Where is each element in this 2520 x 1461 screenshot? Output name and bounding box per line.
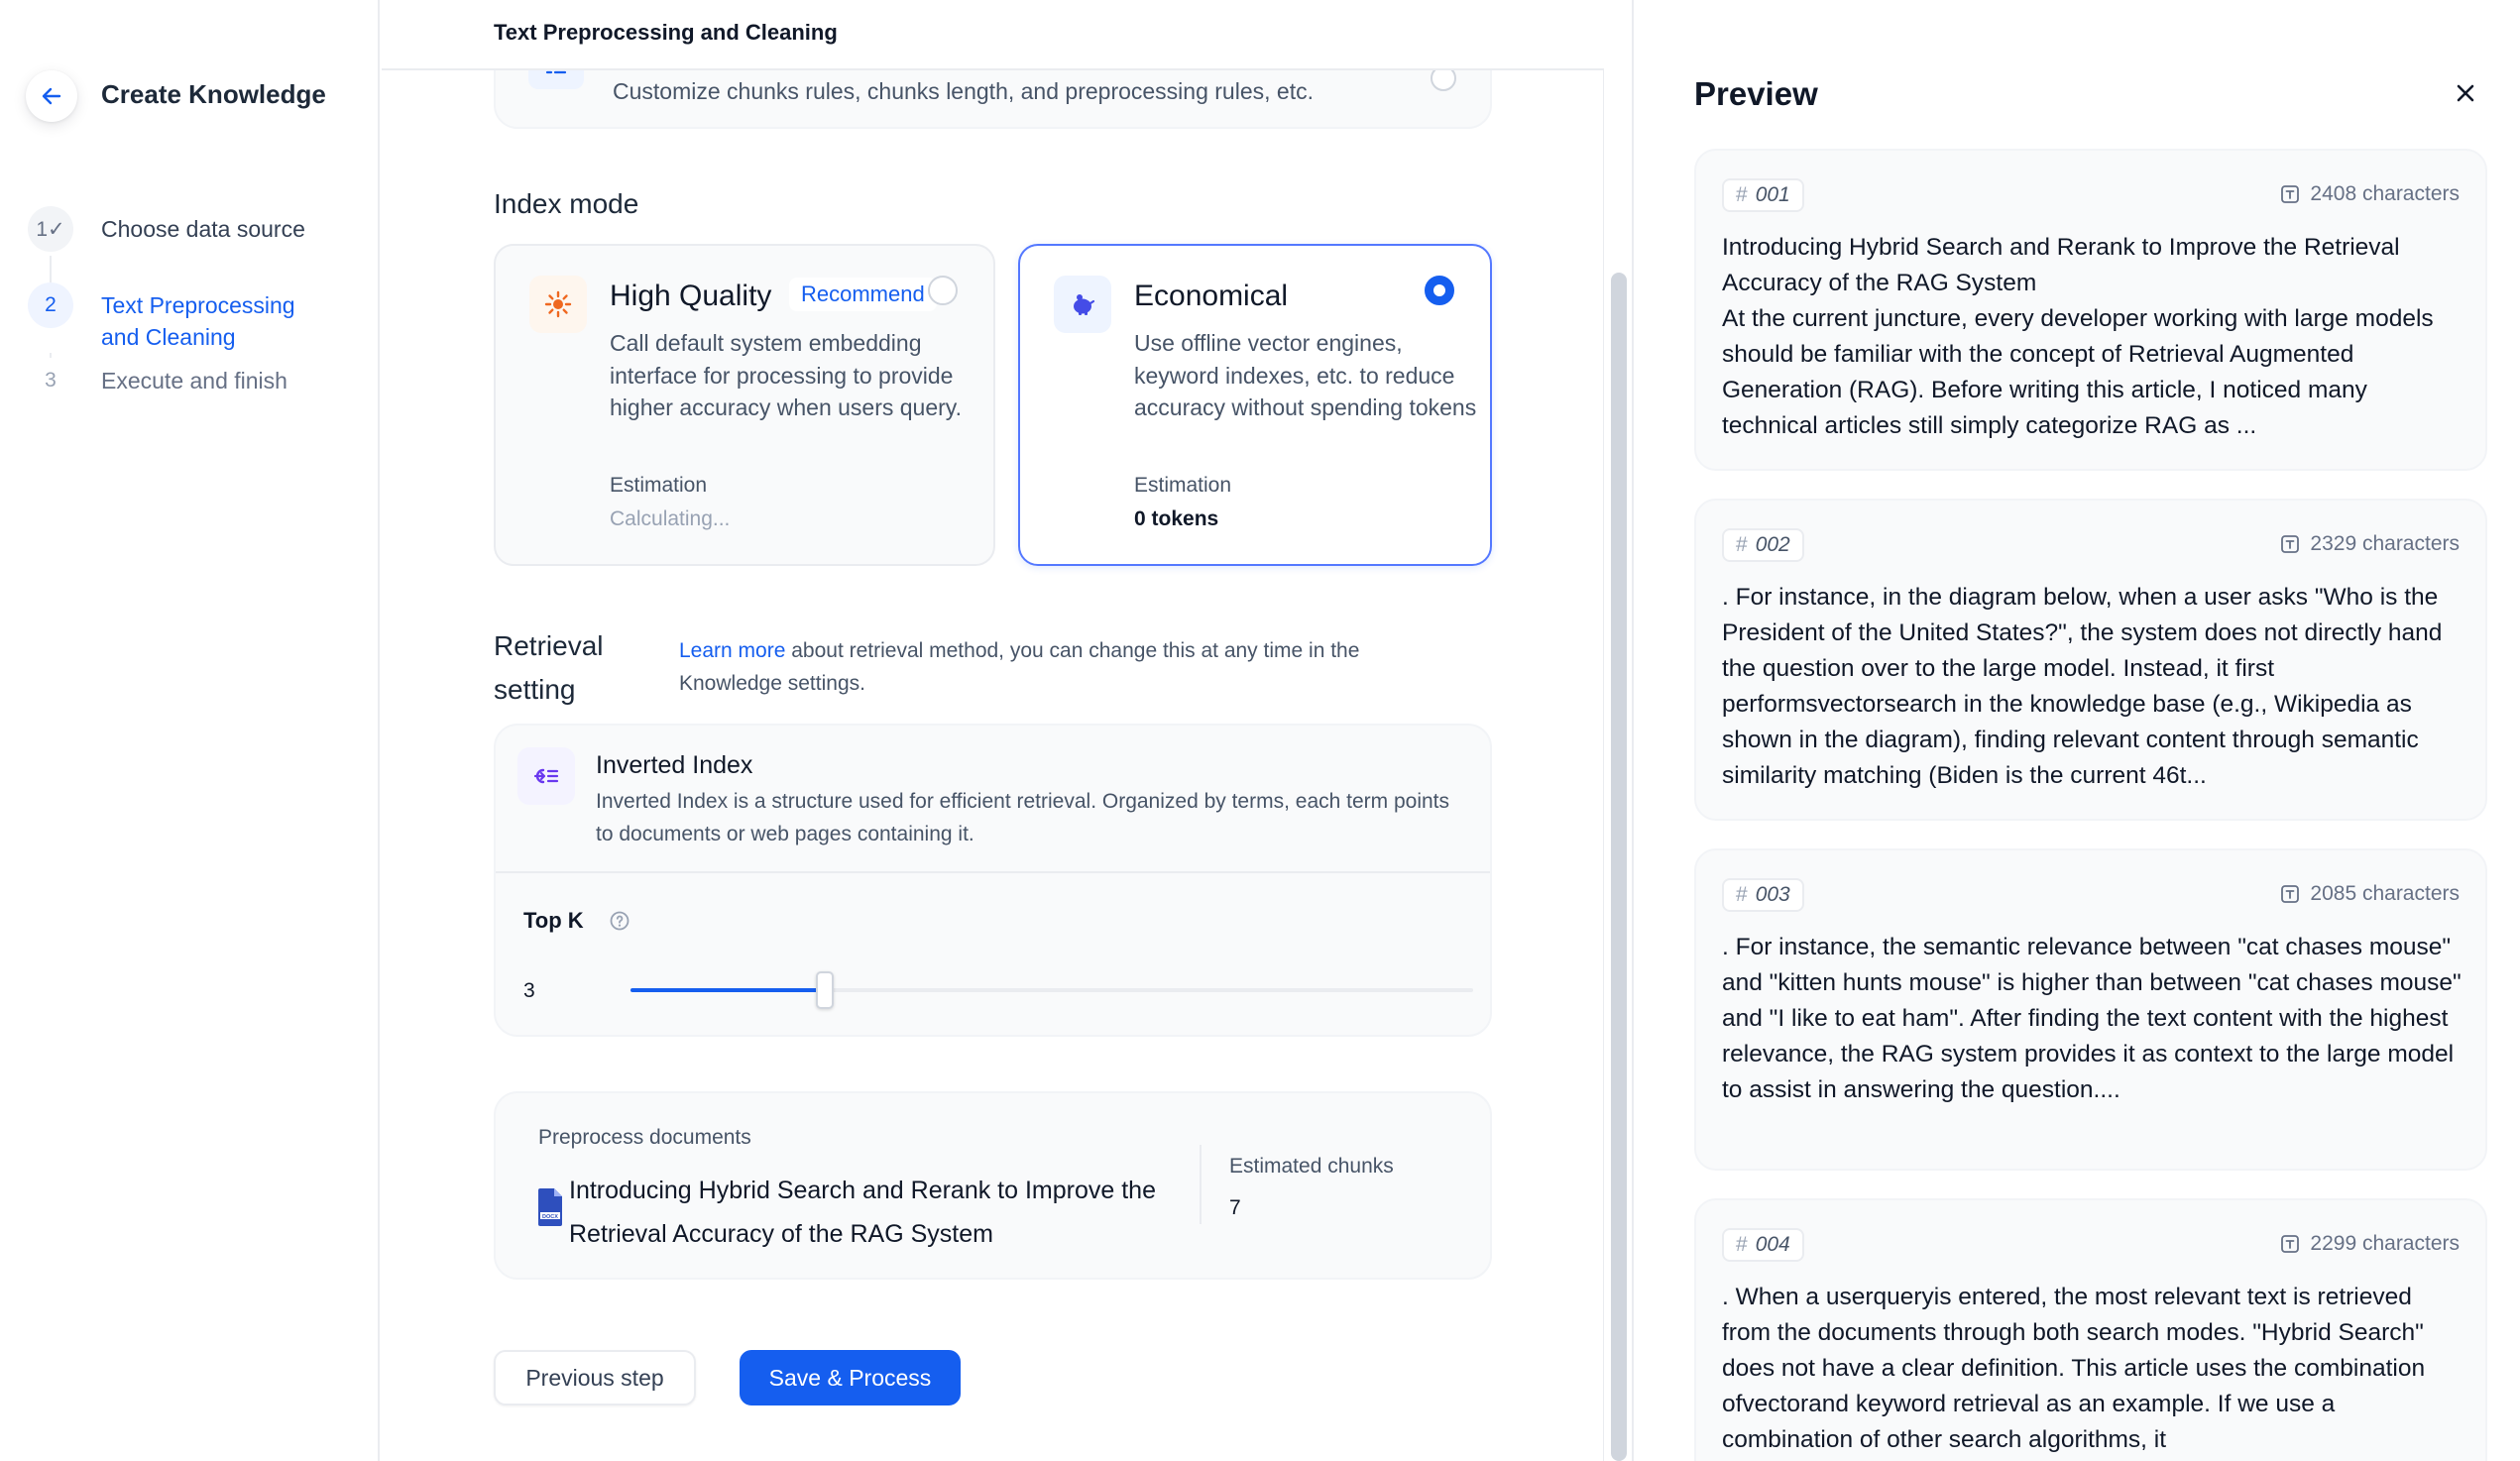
estimated-chunks-value: 7 (1229, 1196, 1241, 1219)
save-and-process-button[interactable]: Save & Process (740, 1350, 961, 1405)
divider (496, 871, 1490, 873)
step-number: 2 (28, 282, 73, 328)
close-icon[interactable] (2453, 80, 2478, 106)
recommend-badge: Recommend (789, 278, 937, 311)
economical-radio[interactable] (1425, 276, 1454, 305)
scrollbar-thumb[interactable] (1611, 273, 1627, 1461)
top-k-slider-thumb[interactable] (816, 971, 834, 1009)
back-button[interactable] (26, 70, 77, 122)
chunk-card (1694, 848, 2487, 1171)
economical-option[interactable] (1018, 244, 1492, 566)
svg-text:DOCX: DOCX (542, 1214, 558, 1220)
high-quality-option[interactable] (494, 244, 995, 566)
chunk-id: # 003 (1722, 878, 1804, 912)
estimated-chunks-label: Estimated chunks (1229, 1155, 1394, 1178)
chunk-card (1694, 149, 2487, 471)
chunk-character-count: 2085 characters (2280, 882, 2460, 906)
estimation-value: 0 tokens (1134, 507, 1219, 530)
sun-icon (529, 276, 587, 333)
top-k-value: 3 (523, 979, 535, 1002)
preview-title: Preview (1694, 75, 1818, 112)
step-label: Text Preprocessing and Cleaning (101, 292, 295, 350)
main-header (382, 0, 1604, 70)
high-quality-description: Call default system embedding interface for processing to provide higher accuracy when users query. (610, 330, 962, 420)
text-box-icon (2280, 534, 2300, 554)
hash-icon: # (1736, 883, 1748, 906)
hash-icon: # (1736, 533, 1748, 556)
text-box-icon (2280, 1234, 2300, 1254)
chunk-character-count: 2329 characters (2280, 532, 2460, 556)
chunk-character-count: 2408 characters (2280, 182, 2460, 206)
piggy-bank-icon (1054, 276, 1111, 333)
preview-panel (1634, 0, 2520, 1461)
page-title: Text Preprocessing and Cleaning (494, 20, 838, 45)
index-mode-title: Index mode (494, 188, 639, 219)
chunk-body: At the current juncture, every developer working with large models should be familiar with the concept of Retrieval Augmented Generation (RAG). Before writing this article, I noticed many technical articles still simply categorize RAG as ... (1722, 305, 2434, 439)
inverted-index-title: Inverted Index (596, 751, 753, 779)
chunk-title: Introducing Hybrid Search and Rerank to Improve the Retrieval Accuracy of the RAG System (1722, 234, 2400, 296)
arrow-left-icon (40, 84, 63, 108)
previous-step-button[interactable]: Previous step (494, 1350, 696, 1405)
preprocess-documents-card (494, 1091, 1492, 1280)
high-quality-radio[interactable] (928, 276, 958, 305)
scrollbar-track (1603, 0, 1604, 1461)
chunk-text: . For instance, in the diagram below, when a user asks "Who is the President of the United States?", the system does not directly hand the question over to the large model. Instead, it first performsvectorsearch in the knowledge base (e.g., Wikipedia as shown in the diagram), finding relevant content through semantic similarity matching (Biden is the current 46t... (1722, 584, 2443, 789)
segmentation-description: Customize chunks rules, chunks length, and preprocessing rules, etc. (613, 78, 1314, 104)
high-quality-title: High Quality (610, 280, 772, 312)
economical-description: Use offline vector engines, keyword indexes, etc. to reduce accuracy without spending tokens (1134, 330, 1477, 420)
chunk-text (1722, 230, 2465, 444)
step-choose-data-source[interactable] (28, 206, 305, 252)
sidebar-title: Create Knowledge (101, 79, 326, 109)
inverted-index-icon (517, 747, 575, 805)
step-number: 3 (28, 358, 73, 403)
chunk-id: # 002 (1722, 528, 1804, 562)
learn-more-link[interactable]: Learn more (679, 639, 786, 662)
inverted-index-description: Inverted Index is a structure used for efficient retrieval. Organized by terms, each term points to documents or web pages containing it. (596, 790, 1450, 845)
step-label: Choose data source (101, 216, 305, 242)
main-content (382, 0, 1604, 1461)
hash-icon: # (1736, 1233, 1748, 1256)
chunk-character-count: 2299 characters (2280, 1232, 2460, 1256)
retrieval-note-text: about retrieval method, you can change this at any time in the Knowledge settings. (679, 639, 1360, 695)
text-box-icon (2280, 184, 2300, 204)
chunk-card (1694, 1198, 2487, 1461)
docx-file-icon (538, 1188, 562, 1226)
step-text-preprocessing[interactable] (28, 282, 339, 353)
economical-title: Economical (1134, 280, 1289, 312)
step-execute-and-finish (28, 358, 287, 403)
estimation-label: Estimation (610, 474, 708, 497)
chunk-id: # 001 (1722, 178, 1804, 212)
text-box-icon (2280, 884, 2300, 904)
inverted-index-card (494, 724, 1492, 1037)
retrieval-note (679, 634, 1462, 700)
preprocess-label: Preprocess documents (538, 1126, 751, 1149)
chunk-card (1694, 499, 2487, 821)
step-label: Execute and finish (101, 368, 287, 393)
top-k-slider-fill (630, 988, 825, 992)
retrieval-setting-title: Retrieval setting (494, 630, 604, 705)
chunk-text: . When a userqueryis entered, the most relevant text is retrieved from the documents through both search modes. "Hybrid Search" does not have a clear definition. This article uses the combination ofvectorand keyword retrieval as an example. If we use a combination of other search algorithms, it (1722, 1284, 2426, 1453)
hash-icon: # (1736, 183, 1748, 206)
help-circle-icon[interactable] (609, 910, 630, 932)
document-name: Introducing Hybrid Search and Rerank to Improve the Retrieval Accuracy of the RAG System (569, 1177, 1156, 1248)
estimation-value: Calculating... (610, 507, 731, 530)
step-number: 1✓ (28, 206, 73, 252)
top-k-label: Top K (523, 908, 584, 933)
left-sidebar (0, 0, 380, 1461)
estimation-label: Estimation (1134, 474, 1232, 497)
chunk-id: # 004 (1722, 1228, 1804, 1262)
chunk-text: . For instance, the semantic relevance between "cat chases mouse" and "kitten hunts mouse" is higher than between "cat chases mouse" and "I like to eat ham". After finding the text content with the highest relevance, the RAG system provides it as context to the large model to assist in answering the question.... (1722, 934, 2462, 1103)
divider (1200, 1145, 1202, 1224)
